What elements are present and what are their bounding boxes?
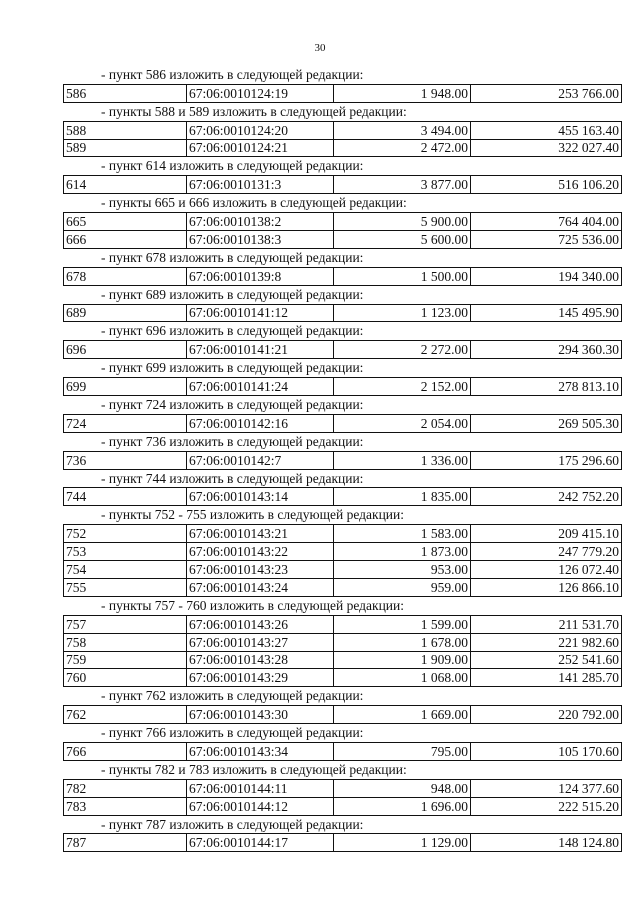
area-cell: 795.00 <box>334 742 471 760</box>
area-cell: 1 068.00 <box>334 669 471 687</box>
value-cell: 455 163.40 <box>471 121 622 139</box>
cadastral-number-cell: 67:06:0010143:26 <box>187 615 334 633</box>
cadastral-number-cell: 67:06:0010143:21 <box>187 525 334 543</box>
value-cell: 764 404.00 <box>471 213 622 231</box>
cadastral-number-cell: 67:06:0010143:30 <box>187 706 334 724</box>
section-heading: - пункт 586 изложить в следующей редакции: <box>101 67 364 82</box>
table-row <box>64 797 622 815</box>
value-cell: 124 377.60 <box>471 779 622 797</box>
cadastral-number-cell: 67:06:0010143:34 <box>187 742 334 760</box>
table-row <box>64 213 622 231</box>
area-cell: 1 599.00 <box>334 615 471 633</box>
area-cell: 1 678.00 <box>334 633 471 651</box>
item-number-cell: 754 <box>64 561 187 579</box>
area-cell: 2 054.00 <box>334 414 471 432</box>
item-number-cell: 744 <box>64 488 187 506</box>
area-cell: 2 472.00 <box>334 139 471 157</box>
table-row <box>64 231 622 249</box>
item-number-cell: 586 <box>64 84 187 102</box>
area-cell: 1 835.00 <box>334 488 471 506</box>
area-cell: 959.00 <box>334 578 471 596</box>
table-row <box>64 615 622 633</box>
cadastral-number-cell: 67:06:0010144:11 <box>187 779 334 797</box>
parcel-table <box>63 377 622 396</box>
cadastral-number-cell: 67:06:0010143:22 <box>187 543 334 561</box>
table-row <box>64 543 622 561</box>
value-cell: 294 360.30 <box>471 341 622 359</box>
value-cell: 211 531.70 <box>471 615 622 633</box>
table-row <box>64 834 622 852</box>
table-row <box>64 304 622 322</box>
value-cell: 105 170.60 <box>471 742 622 760</box>
item-number-cell: 766 <box>64 742 187 760</box>
item-number-cell: 689 <box>64 304 187 322</box>
table-row <box>64 84 622 102</box>
item-number-cell: 588 <box>64 121 187 139</box>
item-number-cell: 758 <box>64 633 187 651</box>
section-heading: - пункт 689 изложить в следующей редакции: <box>101 286 364 302</box>
area-cell: 1 873.00 <box>334 543 471 561</box>
cadastral-number-cell: 67:06:0010141:12 <box>187 304 334 322</box>
area-cell: 1 129.00 <box>334 834 471 852</box>
cadastral-number-cell: 67:06:0010138:3 <box>187 231 334 249</box>
cadastral-number-cell: 67:06:0010144:12 <box>187 797 334 815</box>
value-cell: 222 515.20 <box>471 797 622 815</box>
section-heading: - пункт 724 изложить в следующей редакции: <box>101 397 364 413</box>
section-heading: - пункты 752 - 755 изложить в следующей редакции: <box>101 507 404 523</box>
parcel-table <box>63 212 622 249</box>
area-cell: 1 583.00 <box>334 525 471 543</box>
cadastral-number-cell: 67:06:0010124:19 <box>187 84 334 102</box>
cadastral-number-cell: 67:06:0010124:20 <box>187 121 334 139</box>
parcel-table <box>63 742 622 761</box>
value-cell: 220 792.00 <box>471 706 622 724</box>
parcel-table <box>63 705 622 724</box>
table-row <box>64 525 622 543</box>
cadastral-number-cell: 67:06:0010143:14 <box>187 488 334 506</box>
table-row <box>64 488 622 506</box>
parcel-table <box>63 304 622 323</box>
section-heading: - пункты 588 и 589 изложить в следующей редакции: <box>101 103 407 119</box>
table-row <box>64 378 622 396</box>
table-row <box>64 633 622 651</box>
area-cell: 3 494.00 <box>334 121 471 139</box>
area-cell: 1 948.00 <box>334 84 471 102</box>
item-number-cell: 753 <box>64 543 187 561</box>
value-cell: 725 536.00 <box>471 231 622 249</box>
table-row <box>64 651 622 669</box>
cadastral-number-cell: 67:06:0010143:24 <box>187 578 334 596</box>
cadastral-number-cell: 67:06:0010142:7 <box>187 451 334 469</box>
area-cell: 1 336.00 <box>334 451 471 469</box>
table-row <box>64 121 622 139</box>
parcel-table <box>63 414 622 433</box>
area-cell: 948.00 <box>334 779 471 797</box>
cadastral-number-cell: 67:06:0010143:28 <box>187 651 334 669</box>
item-number-cell: 783 <box>64 797 187 815</box>
cadastral-number-cell: 67:06:0010144:17 <box>187 834 334 852</box>
cadastral-number-cell: 67:06:0010131:3 <box>187 176 334 194</box>
cadastral-number-cell: 67:06:0010143:29 <box>187 669 334 687</box>
section-heading: - пункт 744 изложить в следующей редакции: <box>101 470 364 486</box>
section-heading: - пункт 766 изложить в следующей редакции: <box>101 725 364 741</box>
cadastral-number-cell: 67:06:0010141:21 <box>187 341 334 359</box>
item-number-cell: 699 <box>64 378 187 396</box>
item-number-cell: 757 <box>64 615 187 633</box>
item-number-cell: 787 <box>64 834 187 852</box>
area-cell: 5 900.00 <box>334 213 471 231</box>
table-row <box>64 267 622 285</box>
parcel-table <box>63 84 622 103</box>
cadastral-number-cell: 67:06:0010141:24 <box>187 378 334 396</box>
value-cell: 148 124.80 <box>471 834 622 852</box>
item-number-cell: 665 <box>64 213 187 231</box>
item-number-cell: 760 <box>64 669 187 687</box>
parcel-table <box>63 487 622 506</box>
table-row <box>64 451 622 469</box>
table-row <box>64 139 622 157</box>
value-cell: 253 766.00 <box>471 84 622 102</box>
section-heading: - пункты 757 - 760 изложить в следующей редакции: <box>101 597 404 613</box>
value-cell: 126 866.10 <box>471 578 622 596</box>
parcel-table <box>63 779 622 816</box>
table-row <box>64 669 622 687</box>
value-cell: 322 027.40 <box>471 139 622 157</box>
item-number-cell: 736 <box>64 451 187 469</box>
value-cell: 126 072.40 <box>471 561 622 579</box>
parcel-table <box>63 175 622 194</box>
cadastral-number-cell: 67:06:0010143:23 <box>187 561 334 579</box>
item-number-cell: 755 <box>64 578 187 596</box>
section-heading: - пункты 782 и 783 изложить в следующей редакции: <box>101 761 407 777</box>
parcel-table <box>63 121 622 158</box>
parcel-table <box>63 833 622 852</box>
parcel-table <box>63 340 622 359</box>
section-heading: - пункт 614 изложить в следующей редакции: <box>101 158 364 174</box>
cadastral-number-cell: 67:06:0010138:2 <box>187 213 334 231</box>
document-body <box>63 66 619 852</box>
area-cell: 1 669.00 <box>334 706 471 724</box>
value-cell: 145 495.90 <box>471 304 622 322</box>
section-heading: - пункт 787 изложить в следующей редакции: <box>101 816 364 832</box>
item-number-cell: 614 <box>64 176 187 194</box>
value-cell: 209 415.10 <box>471 525 622 543</box>
table-row <box>64 578 622 596</box>
item-number-cell: 696 <box>64 341 187 359</box>
value-cell: 194 340.00 <box>471 267 622 285</box>
cadastral-number-cell: 67:06:0010142:16 <box>187 414 334 432</box>
area-cell: 1 696.00 <box>334 797 471 815</box>
value-cell: 252 541.60 <box>471 651 622 669</box>
item-number-cell: 678 <box>64 267 187 285</box>
table-row <box>64 779 622 797</box>
cadastral-number-cell: 67:06:0010124:21 <box>187 139 334 157</box>
table-row <box>64 176 622 194</box>
page-number: 30 <box>314 42 326 54</box>
section-heading: - пункты 665 и 666 изложить в следующей редакции: <box>101 195 407 211</box>
value-cell: 516 106.20 <box>471 176 622 194</box>
value-cell: 278 813.10 <box>471 378 622 396</box>
area-cell: 2 272.00 <box>334 341 471 359</box>
table-row <box>64 561 622 579</box>
area-cell: 953.00 <box>334 561 471 579</box>
value-cell: 247 779.20 <box>471 543 622 561</box>
value-cell: 141 285.70 <box>471 669 622 687</box>
value-cell: 269 505.30 <box>471 414 622 432</box>
item-number-cell: 589 <box>64 139 187 157</box>
table-row <box>64 742 622 760</box>
item-number-cell: 724 <box>64 414 187 432</box>
item-number-cell: 752 <box>64 525 187 543</box>
area-cell: 2 152.00 <box>334 378 471 396</box>
section-heading: - пункт 678 изложить в следующей редакции: <box>101 249 364 265</box>
section-heading: - пункт 762 изложить в следующей редакции: <box>101 688 364 704</box>
cadastral-number-cell: 67:06:0010139:8 <box>187 267 334 285</box>
area-cell: 1 909.00 <box>334 651 471 669</box>
table-row <box>64 414 622 432</box>
area-cell: 1 500.00 <box>334 267 471 285</box>
value-cell: 175 296.60 <box>471 451 622 469</box>
area-cell: 1 123.00 <box>334 304 471 322</box>
parcel-table <box>63 451 622 470</box>
parcel-table <box>63 615 622 688</box>
table-row <box>64 341 622 359</box>
item-number-cell: 759 <box>64 651 187 669</box>
item-number-cell: 762 <box>64 706 187 724</box>
value-cell: 221 982.60 <box>471 633 622 651</box>
section-heading: - пункт 696 изложить в следующей редакции: <box>101 323 364 339</box>
parcel-table <box>63 267 622 286</box>
cadastral-number-cell: 67:06:0010143:27 <box>187 633 334 651</box>
value-cell: 242 752.20 <box>471 488 622 506</box>
table-row <box>64 706 622 724</box>
section-heading: - пункт 699 изложить в следующей редакции: <box>101 360 364 376</box>
item-number-cell: 782 <box>64 779 187 797</box>
area-cell: 5 600.00 <box>334 231 471 249</box>
item-number-cell: 666 <box>64 231 187 249</box>
area-cell: 3 877.00 <box>334 176 471 194</box>
section-heading: - пункт 736 изложить в следующей редакции: <box>101 433 364 449</box>
parcel-table <box>63 524 622 597</box>
